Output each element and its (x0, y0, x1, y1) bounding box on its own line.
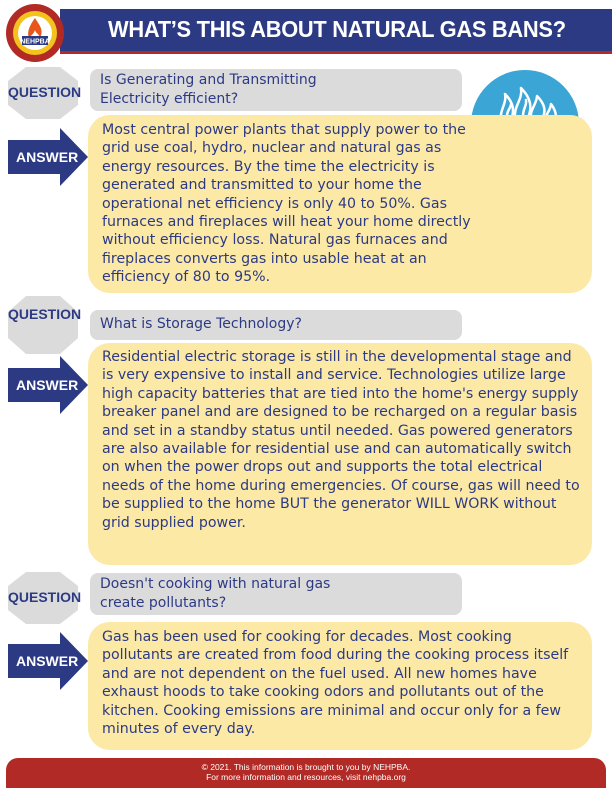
question-text-line: What is Storage Technology? (100, 316, 302, 332)
page-header (0, 0, 612, 58)
question-box (90, 310, 462, 340)
question-text-line: Is Generating and Transmitting (100, 72, 317, 88)
question-box (90, 573, 462, 615)
question-badge (8, 296, 82, 354)
answer-text: Residential electric storage is still in the developmental stage and is very expensive to install and service. Technologies utilize large high capacity batteries that are tied into the home's energy supply breaker panel and are designed to be recharged on a regular basis and set in a standby status until needed. Gas powered generators are also available for residential use and can automatically switch on when the power drops out and supports the total electrical needs of the home during emergencies. Of course, gas will need to be supplied to the home BUT the generator WILL WORK without grid supplied power. (102, 349, 580, 531)
question-badge (8, 572, 82, 624)
answer-arrow (8, 356, 88, 414)
answer-box (88, 622, 592, 750)
question-box (90, 69, 462, 111)
answer-label: ANSWER (16, 377, 79, 393)
question-label: QUESTION (8, 589, 82, 605)
answer-label: ANSWER (16, 653, 79, 669)
question-text-line: Electricity efficient? (100, 91, 239, 107)
answer-box (88, 343, 592, 565)
svg-text:NEHPBA: NEHPBA (20, 38, 50, 46)
question-badge (8, 67, 82, 119)
answer-arrow (8, 632, 88, 690)
answer-text: Gas has been used for cooking for decades. Most cooking pollutants are created from food during the cooking process itself and are not dependent on the fuel used. All new homes have exhaust hoods to take cooking odors and pollutants out of the kitchen. Cooking emissions are minimal and occur only for a few minutes of every day. (102, 629, 569, 738)
answer-box (88, 115, 592, 293)
page-title: WHAT’S THIS ABOUT NATURAL GAS BANS? (108, 16, 566, 42)
question-label: QUESTION (8, 84, 82, 100)
footer-link-text: For more information and resources, visit nehpba.org (206, 772, 406, 782)
answer-label: ANSWER (16, 149, 79, 165)
footer-copyright: © 2021. This information is brought to you by NEHPBA. (201, 762, 411, 772)
question-text-line: create pollutants? (100, 595, 227, 611)
answer-arrow (8, 128, 88, 186)
page-footer (6, 758, 606, 788)
nehpba-logo (4, 2, 66, 64)
question-text-line: Doesn't cooking with natural gas (100, 576, 331, 592)
question-label: QUESTION (8, 306, 82, 322)
answer-text: Most central power plants that supply power to the grid use coal, hydro, nuclear and natural gas as energy resources. By the time the electricity is generated and transmitted to your home the operational net efficiency is only 40 to 50%. Gas furnaces and fireplaces will heat your home directly without efficiency loss. Natural gas furnaces and fireplaces converts gas into usable heat at an efficiency of 80 to 95%. (102, 122, 471, 286)
